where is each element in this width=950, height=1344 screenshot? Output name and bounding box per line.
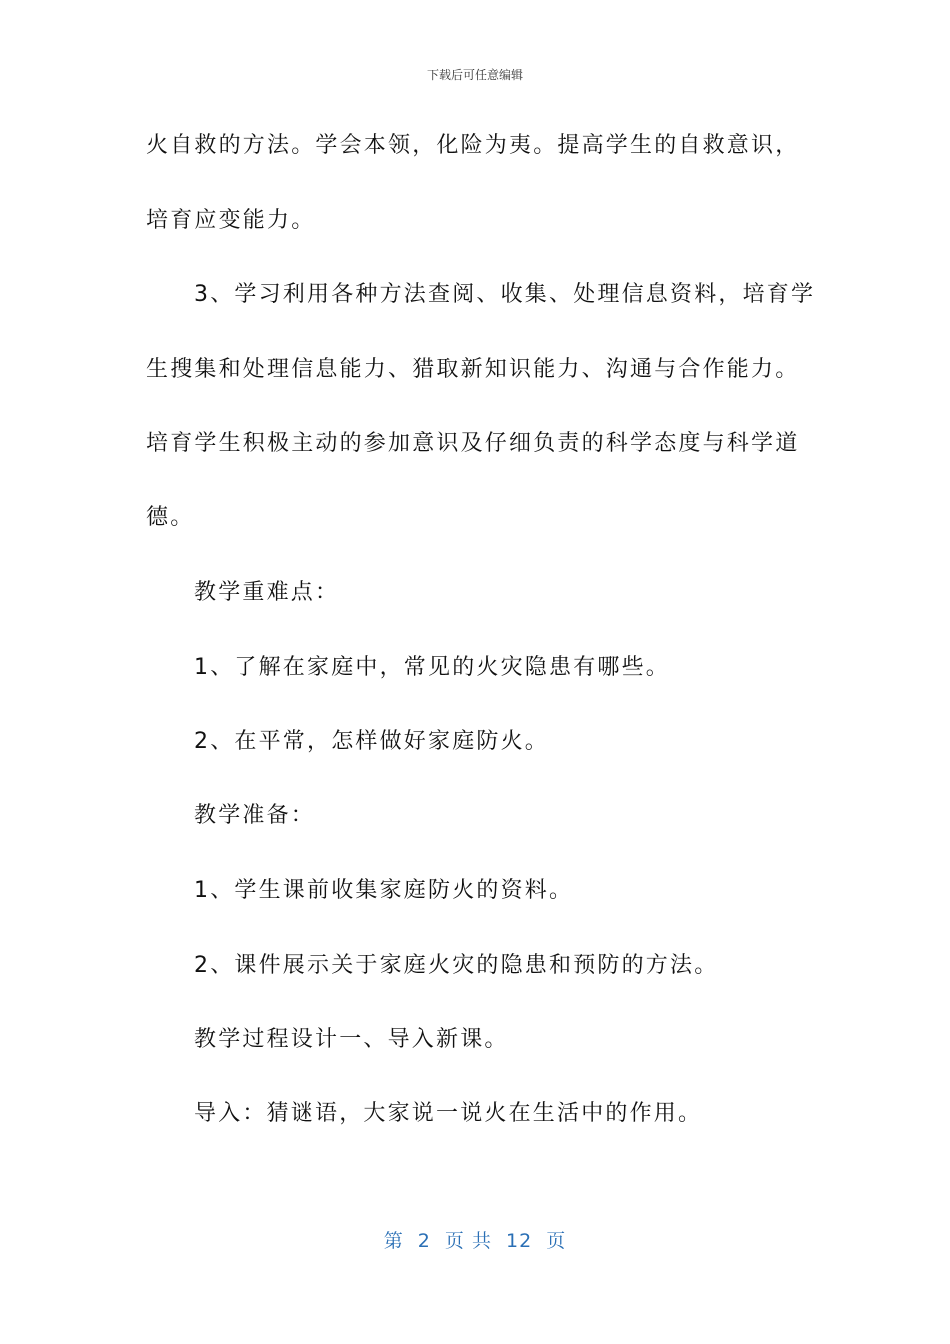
- paragraph-line: 火自救的方法。学会本领，化险为夷。提高学生的自救意识，: [146, 133, 800, 158]
- list-item: 1、了解在家庭中，常见的火灾隐患有哪些。: [194, 655, 670, 680]
- paragraph-line: 生搜集和处理信息能力、猎取新知识能力、沟通与合作能力。: [146, 357, 800, 382]
- paragraph-line: 导入：猜谜语，大家说一说火在生活中的作用。: [194, 1101, 703, 1126]
- list-item: 2、在平常，怎样做好家庭防火。: [194, 729, 549, 754]
- paragraph-line: 培育应变能力。: [146, 208, 316, 233]
- section-heading: 教学准备：: [194, 803, 316, 828]
- paragraph-line: 培育学生积极主动的参加意识及仔细负责的科学态度与科学道: [146, 431, 800, 456]
- section-heading: 教学过程设计一、导入新课。: [194, 1027, 509, 1052]
- page-number-footer: 第 2 页 共 12 页: [383, 1230, 567, 1252]
- header-note: 下载后可任意编辑: [426, 68, 523, 82]
- list-item: 2、课件展示关于家庭火灾的隐患和预防的方法。: [194, 953, 719, 978]
- paragraph-line: 德。: [146, 505, 195, 530]
- section-heading: 教学重难点：: [194, 580, 340, 605]
- list-item: 1、学生课前收集家庭防火的资料。: [194, 878, 574, 903]
- paragraph-line: 3、学习利用各种方法查阅、收集、处理信息资料，培育学: [194, 282, 816, 307]
